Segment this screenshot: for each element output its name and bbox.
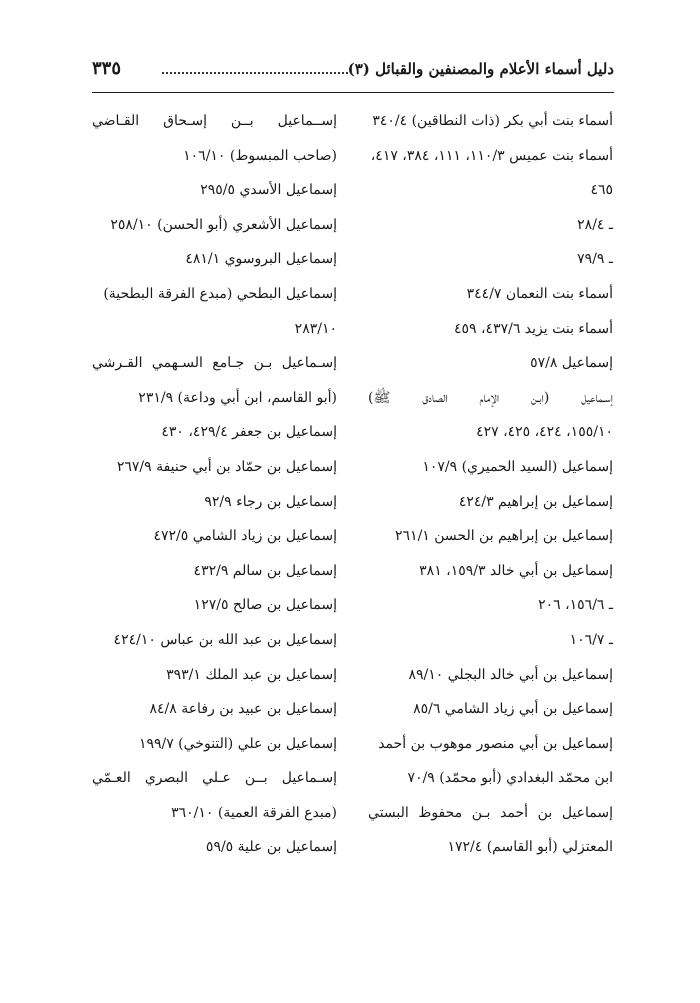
index-line: إسماعيل بن أبي زياد الشامي ٨٥/٦ xyxy=(413,701,613,718)
index-line: إسماعيل بن سالم ٤٣٢/٩ xyxy=(193,562,337,579)
index-line: ١٥٥/١٠، ٤٢٤، ٤٢٥، ٤٢٧ xyxy=(476,424,613,441)
index-line: إسماعيل بن زياد الشامي ٤٧٢/٥ xyxy=(153,528,337,545)
index-column-right xyxy=(368,104,613,865)
index-line: إسماعيل الأشعري (أبو الحسن) ٢٥٨/١٠ xyxy=(110,216,337,233)
index-line: (أبو القاسم، ابن أبي وداعة) ٢٣١/٩ xyxy=(138,389,337,406)
page-number: ٣٣٥ xyxy=(92,58,122,79)
index-line: إسماعيل بن علي (التنوخي) ١٩٩/٧ xyxy=(138,735,337,752)
index-line: ابن محمّد البغدادي (أبو محمّد) ٧٠/٩ xyxy=(407,770,613,787)
index-line: ٢٨٣/١٠ xyxy=(294,320,337,337)
index-line: إسماعيل بن عبيد بن رفاعة ٨٤/٨ xyxy=(149,701,337,718)
index-line: إسماعيل الأسدي ٢٩٥/٥ xyxy=(200,182,337,199)
index-line: أسماء بنت عميس ١١٠/٣، ١١١، ٣٨٤، ٤١٧، xyxy=(370,147,613,164)
index-line: ـ ١٠٦/٧ xyxy=(569,631,613,648)
index-line: إسماعيل بن أبي منصور موهوب بن أحمد xyxy=(378,735,613,752)
index-line: إسماعيل بن أبي خالد ١٥٩/٣، ٣٨١ xyxy=(419,562,613,579)
index-line: إسماعيل بن أحمد بـن محفوظ البستي xyxy=(368,804,613,821)
index-line: ٤٦٥ xyxy=(590,182,613,199)
header-title: دليل أسماء الأعلام والمصنفين والقبائل (٣) xyxy=(347,60,614,78)
index-line: إسـماعيل بـن جـامع السـهمي القـرشي xyxy=(92,355,337,372)
index-line: إسماعيل بن جعفر ٤٢٩/٤، ٤٣٠ xyxy=(161,424,337,441)
index-line: إسماعيل بن صالح ١٢٧/٥ xyxy=(193,597,337,614)
index-line: إسماعيل بن أبي خالد البجلي ٨٩/١٠ xyxy=(408,666,613,683)
index-line: (صاحب المبسوط) ١٠٦/١٠ xyxy=(183,147,337,164)
index-line: إسماعيل بن عبد الملك ٣٩٣/١ xyxy=(166,666,337,683)
index-line: إسماعيل بن رجاء ٩٢/٩ xyxy=(204,493,337,510)
index-line: إسماعيل بن علية ٥٩/٥ xyxy=(205,839,337,856)
header-dot-leader xyxy=(162,68,352,74)
running-header xyxy=(92,58,614,88)
index-line: ـ ٧٩/٩ xyxy=(577,251,613,268)
index-column-left xyxy=(92,104,337,865)
index-line: أسماء بنت يزيد ٤٣٧/٦، ٤٥٩ xyxy=(454,320,613,337)
header-rule xyxy=(92,92,614,93)
index-line: إسماعيل بن إبراهيم بن الحسن ٢٦١/١ xyxy=(395,528,613,545)
index-line: المعتزلي (أبو القاسم) ١٧٢/٤ xyxy=(447,839,613,856)
index-line: أسماء بنت النعمان ٣٤٤/٧ xyxy=(466,285,613,302)
index-line: إسماعيل البطحي (مبدع الفرقة البطحية) xyxy=(103,285,337,302)
index-line: ـ ١٥٦/٦، ٢٠٦ xyxy=(538,597,613,614)
index-line: إسماعيل بن حمّاد بن أبي حنيفة ٢٦٧/٩ xyxy=(116,458,337,475)
index-line: إسماعيل ٥٧/٨ xyxy=(530,355,613,372)
index-line: إسماعيل (السيد الحميري) ١٠٧/٩ xyxy=(422,458,613,475)
index-line: إسماعيل البروسوي ٤٨١/١ xyxy=(185,251,337,268)
index-line: إسماعيل بن إبراهيم ٤٢٤/٣ xyxy=(458,493,613,510)
index-line: أسماء بنت أبي بكر (ذات النطاقين) ٣٤٠/٤ xyxy=(372,113,613,129)
index-line: إســماعيل بــن إسـحاق القـاضي xyxy=(92,113,337,129)
index-line: إسماعيل بن عبد الله بن عباس ٤٢٤/١٠ xyxy=(113,631,337,648)
index-line: إسـماعيل بــن عـلي البصري العـمّي xyxy=(92,770,337,787)
index-line: إسـماعيل (ابـن الإمام الصادق ﷺ) xyxy=(368,389,613,406)
index-line: (مبدع الفرقة العمية) ٣٦٠/١٠ xyxy=(171,804,337,821)
index-line: ـ ٢٨/٤ xyxy=(577,216,613,233)
